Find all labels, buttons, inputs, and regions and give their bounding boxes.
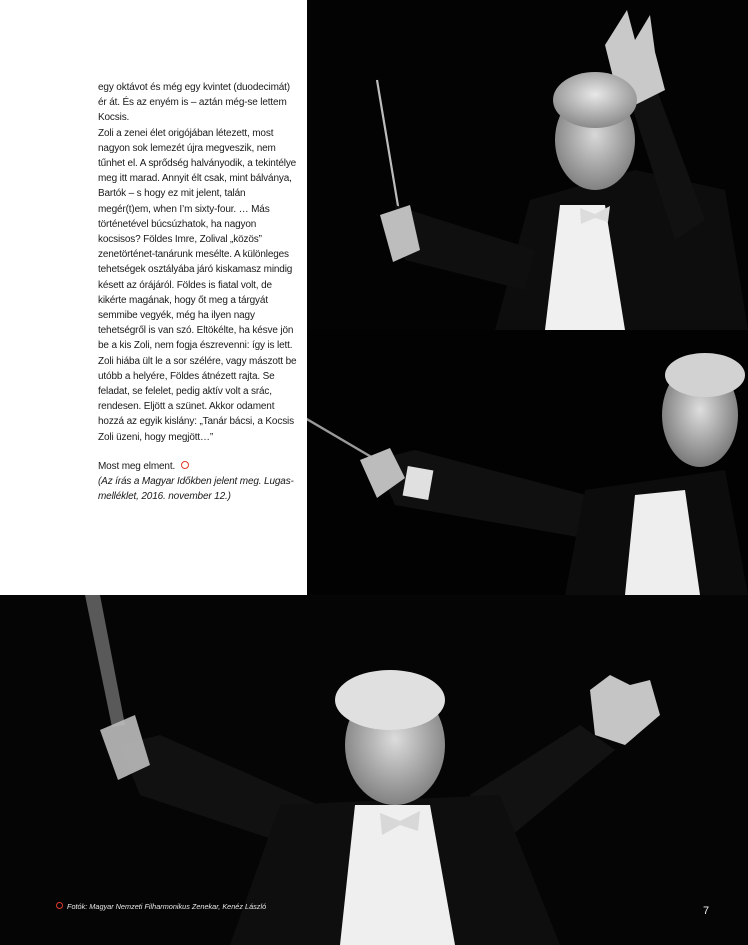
text-panel xyxy=(0,0,307,595)
conductor-photo-bottom xyxy=(0,595,748,945)
photo-credit xyxy=(56,902,266,911)
article-body xyxy=(98,80,298,504)
credit-circle-icon xyxy=(56,902,63,909)
article-paragraph: Zoli a zenei élet origójában létezett, most nagyon sok lemezét újra megveszik, nem tűnhet el. A sprődség halványodik, a tekintélye meg itt marad. Annyit élt csak, mint bálványa, Bartók – s hogy ez mit jelent, talán megér(t)em, when I’m sixty-four. … Más történetével búcsúzhatok, ha nagyon kocsisos? Földes Imre, Zolival „közös” zenetörténet-tanárunk mesélte. A különleges tehetségek osztályába járó kiskamasz mindig késett az órájáról. Földes is fiatal volt, de kikérte magának, hogy őt meg a tárgyát semmibe vegyék, még ha ilyen nagy tehetségről is van szó. Eltökélte, ha késve jön be a kis Zoli, nem fogja észrevenni: így is lett. Zoli hiába ült le a sor szélére, vagy mászott be utóbb a helyére, Földes átnézett rajta. Se feladat, se felelet, pedig aktív volt a srác, rendesen. Eljött a szünet. Akkor odament hozzá az egyik kislány: „Tanár bácsi, a Kocsis Zoli üzeni, hogy megjött…” xyxy=(98,127,297,443)
photo-credit-text: Fotók: Magyar Nemzeti Filharmonikus Zenekar, Kenéz László xyxy=(67,902,267,911)
conductor-photo-top xyxy=(305,0,748,330)
page-number: 7 xyxy=(703,905,710,917)
closing-text: Most meg elment. xyxy=(98,460,176,472)
end-mark-circle-icon xyxy=(181,461,189,469)
conductor-photo-middle xyxy=(305,330,748,595)
source-note: (Az írás a Magyar Időkben jelent meg. Lugas-melléklet, 2016. november 12.) xyxy=(98,476,294,503)
closing-line xyxy=(98,459,298,474)
article-paragraph: egy oktávot és még egy kvintet (duodecimát) ér át. És az enyém is – aztán még-se lettem Kocsis. xyxy=(98,82,290,124)
